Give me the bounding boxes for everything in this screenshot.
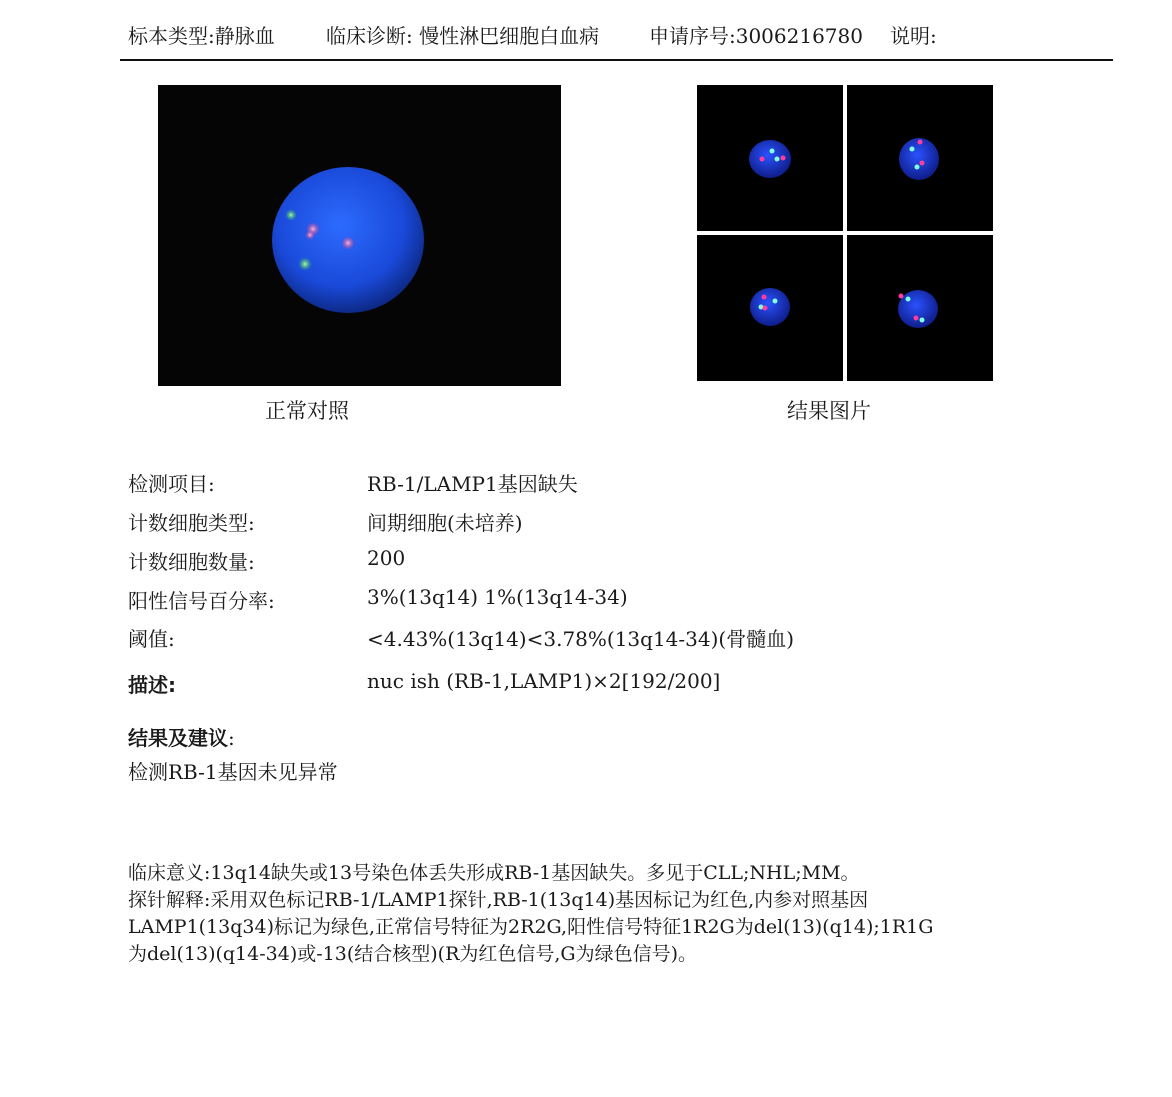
result-image-caption: 结果图片 — [787, 399, 871, 423]
request-number: 申请序号:3006216780 — [649, 24, 863, 48]
normal-control-image — [158, 85, 561, 386]
conclusion-label: 结果及建议 — [128, 726, 228, 750]
detail-value-cell-count: 200 — [367, 546, 406, 570]
detail-value-test-item: RB-1/LAMP1基因缺失 — [367, 472, 578, 496]
result-cell-2-svg — [847, 85, 993, 231]
remark-label: 说明: — [890, 24, 937, 48]
result-cell-3 — [697, 235, 843, 381]
normal-control-cell-svg — [158, 85, 561, 386]
result-cell-3-svg — [697, 235, 843, 381]
detail-label-cell-count: 计数细胞数量: — [128, 550, 255, 574]
conclusion-text: 检测RB-1基因未见异常 — [128, 760, 338, 784]
detail-value-cell-type: 间期细胞(未培养) — [367, 511, 523, 535]
result-cell-1-svg — [697, 85, 843, 231]
detail-label-threshold: 阈值: — [128, 627, 175, 651]
clinical-significance: 临床意义:13q14缺失或13号染色体丢失形成RB-1基因缺失。多见于CLL;NHL;MM。 — [128, 862, 860, 884]
detail-label-positive-rate: 阳性信号百分率: — [128, 589, 275, 613]
description-value: nuc ish (RB-1,LAMP1)×2[192/200] — [367, 669, 721, 693]
result-cell-4-svg — [847, 235, 993, 381]
probe-explanation-line-3: 为del(13)(q14-34)或-13(结合核型)(R为红色信号,G为绿色信号)。 — [128, 943, 698, 965]
probe-explanation-line-2: LAMP1(13q34)标记为绿色,正常信号特征为2R2G,阳性信号特征1R2G为del(13)(q14);1R1G — [128, 916, 934, 938]
result-cell-4 — [847, 235, 993, 381]
detail-value-threshold: <4.43%(13q14)<3.78%(13q14-34)(骨髓血) — [367, 627, 795, 651]
probe-explanation-line-1: 探针解释:采用双色标记RB-1/LAMP1探针,RB-1(13q14)基因标记为红色,内参对照基因 — [128, 889, 869, 911]
detail-value-positive-rate: 3%(13q14) 1%(13q14-34) — [367, 585, 628, 609]
conclusion-heading — [128, 722, 235, 751]
detail-label-cell-type: 计数细胞类型: — [128, 511, 255, 535]
detail-label-test-item: 检测项目: — [128, 472, 215, 496]
result-cell-2 — [847, 85, 993, 231]
normal-control-caption: 正常对照 — [265, 399, 349, 423]
result-cell-1 — [697, 85, 843, 231]
result-image-grid — [697, 85, 993, 381]
clinical-diagnosis: 临床诊断: 慢性淋巴细胞白血病 — [326, 24, 600, 48]
sample-type: 标本类型:静脉血 — [128, 24, 275, 48]
header-divider — [120, 59, 1113, 61]
description-label: 描述: — [128, 673, 176, 697]
conclusion-colon: : — [228, 726, 235, 750]
